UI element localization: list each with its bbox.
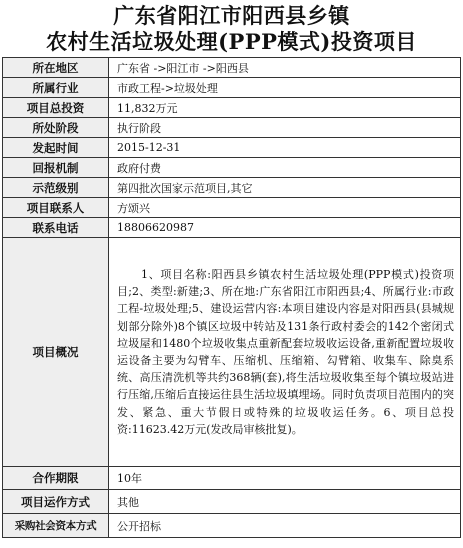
table-row: [3, 514, 461, 538]
value-overview: [109, 238, 461, 467]
table-row: [3, 490, 461, 514]
value-start-date: 2015-12-31: [109, 138, 461, 158]
title-line-2: 农村生活垃圾处理(PPP模式)投资项目: [46, 29, 417, 54]
document-title: [0, 0, 463, 57]
table-row: [3, 138, 461, 158]
value-return-mechanism: 政府付费: [109, 158, 461, 178]
value-region: 广东省 ->阳江市 ->阳西县: [109, 58, 461, 78]
label-contact-phone: 联系电话: [3, 218, 109, 238]
label-total-investment: 项目总投资: [3, 98, 109, 118]
table-row: [3, 198, 461, 218]
label-region: 所在地区: [3, 58, 109, 78]
table-row: [3, 218, 461, 238]
value-contact-person: 方颂兴: [109, 198, 461, 218]
label-demo-level: 示范级别: [3, 178, 109, 198]
label-start-date: 发起时间: [3, 138, 109, 158]
label-industry: 所属行业: [3, 78, 109, 98]
label-operation-mode: 项目运作方式: [3, 490, 109, 514]
value-industry: 市政工程->垃圾处理: [109, 78, 461, 98]
label-contact-person: 项目联系人: [3, 198, 109, 218]
label-stage: 所处阶段: [3, 118, 109, 138]
project-info-table: [2, 57, 461, 538]
value-total-investment: 11,832万元: [109, 98, 461, 118]
value-procurement-method: 公开招标: [109, 514, 461, 538]
label-cooperation-period: 合作期限: [3, 467, 109, 490]
title-line-1: 广东省阳江市阳西县乡镇: [113, 3, 350, 28]
value-stage: 执行阶段: [109, 118, 461, 138]
table-row: [3, 118, 461, 138]
value-operation-mode: 其他: [109, 490, 461, 514]
table-row: [3, 98, 461, 118]
overview-text: 1、项目名称:阳西县乡镇农村生活垃圾处理(PPP模式)投资项目;2、类型:新建;3、所在地:广东省阳江市阳西县;4、所属行业:市政工程-垃圾处理;5、建设运营内容:本项目建设内容是对阳西县(县城规划部分除外)8个镇区垃圾中转站及131条行政村委会的142个密闭式垃圾屋和1480个垃圾收集点重新配套垃圾收运设备,重新配置垃圾收运设备主要为勾臂车、压缩机、压缩箱、勾臂箱、收集车、除臭系统、高压清洗机等共约368辆(套),将生活垃圾收集至每个镇垃圾站进行压缩,压缩后直接运往县生活垃圾填埋场。同时负责项目范围内的突发、紧急、重大节假日或特殊的垃圾收运任务。6、项目总投资:11623.42万元(发改局审核批复)。: [117, 267, 454, 436]
value-demo-level: 第四批次国家示范项目,其它: [109, 178, 461, 198]
label-overview: 项目概况: [3, 238, 109, 467]
table-row: [3, 178, 461, 198]
table-row: [3, 78, 461, 98]
value-cooperation-period: 10年: [109, 467, 461, 490]
value-contact-phone: 18806620987: [109, 218, 461, 238]
label-return-mechanism: 回报机制: [3, 158, 109, 178]
label-procurement-method: 采购社会资本方式: [3, 514, 109, 538]
table-row: [3, 238, 461, 467]
table-row: [3, 58, 461, 78]
table-row: [3, 158, 461, 178]
table-row: [3, 467, 461, 490]
